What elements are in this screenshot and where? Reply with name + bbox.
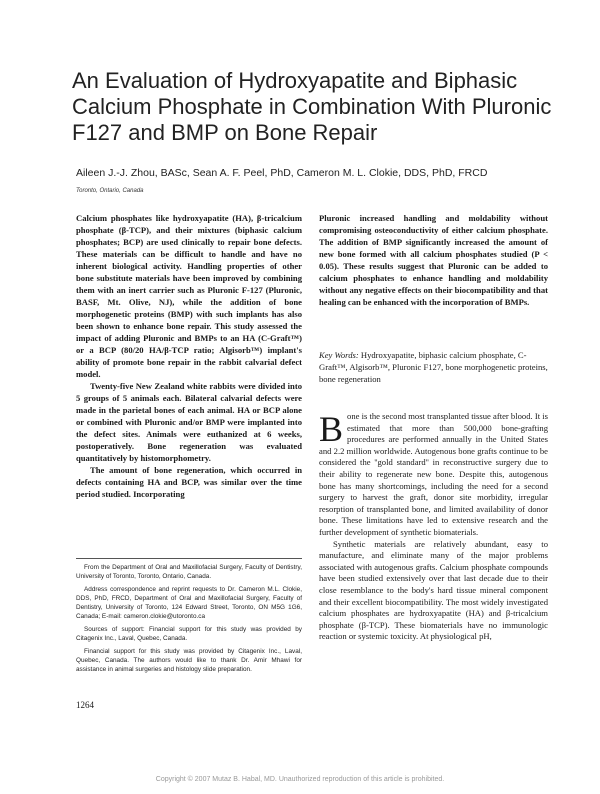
article-title: An Evaluation of Hydroxyapatite and Biphasic Calcium Phosphate in Combination With Pluronic F127 and BMP on Bone Repair bbox=[72, 68, 552, 145]
abstract-paragraph: Pluronic increased handling and moldability without compromising osteoconductivity of either calcium phosphate. The addition of BMP significantly increased the amount of new bone formed with all calcium phosphates studied (P < 0.05). These results suggest that Pluronic can be added to calcium phosphates to enhance handling and moldability without any negative effects on their biocompatibility and that healing can be enhanced with the incorporation of BMPs. bbox=[319, 213, 548, 307]
footnote: Financial support for this study was provided by Citagenix Inc., Laval, Quebec, Canada. The authors would like to thank Dr. Amir Mhawi for assistance in animal surgeries and histology slide preparation. bbox=[76, 648, 302, 673]
footnotes bbox=[76, 563, 302, 678]
footnote: Sources of support: Financial support for this study was provided by Citagenix Inc., Laval, Quebec, Canada. bbox=[76, 626, 302, 642]
abstract-right-column bbox=[319, 212, 548, 308]
body-text bbox=[319, 411, 548, 643]
author-location: Toronto, Ontario, Canada bbox=[76, 188, 144, 194]
author-list: Aileen J.-J. Zhou, BASc, Sean A. F. Peel, PhD, Cameron M. L. Clokie, DDS, PhD, FRCD bbox=[76, 167, 488, 179]
keywords bbox=[319, 349, 548, 385]
body-paragraph: Synthetic materials are relatively abundant, easy to manufacture, and eliminate many of the major problems associated with autogenous grafts. Calcium phosphate compounds have been studied extensively over that last decade due to their close resemblance to the body's hard tissue mineral component and their excellent biocompatibility. The most widely investigated calcium phosphates are hydroxyapatite (HA) and β-tricalcium phosphate (β-TCP). These biomaterials have no immunologic reaction or systemic toxicity. At physiological pH, bbox=[319, 538, 548, 642]
abstract-paragraph: The amount of bone regeneration, which occurred in defects containing HA and BCP, was similar over the time period studied. Incorporating bbox=[76, 465, 302, 499]
footnote-divider bbox=[76, 558, 302, 559]
body-paragraph bbox=[319, 411, 548, 539]
copyright-notice: Copyright © 2007 Mutaz B. Habal, MD. Unauthorized reproduction of this article is prohibited. bbox=[155, 776, 445, 783]
footnote: Address correspondence and reprint requests to Dr. Cameron M.L. Clokie, DDS, PhD, FRCD, Department of Oral and Maxillofacial Surgery, Faculty of Dentistry, University of Toronto, 124 Edward Street, Toronto, ON M5G 1G6, Canada; E-mail: cameron.clokie@utoronto.ca bbox=[76, 586, 302, 620]
drop-cap: B bbox=[319, 409, 344, 449]
keywords-label: Key Words: bbox=[319, 350, 359, 360]
abstract-paragraph: Twenty-five New Zealand white rabbits were divided into 5 groups of 5 animals each. Bilateral calvarial defects were made in the parietal bones of each animal. HA or BCP alone or combined with Pluronic and/or BMP were implanted into the defect sites. Animals were euthanized at 6 weeks, postoperatively. Bone regeneration was evaluated quantitatively by histomorphometry. bbox=[76, 381, 302, 463]
footnote: From the Department of Oral and Maxillofacial Surgery, Faculty of Dentistry, University of Toronto, Toronto, Ontario, Canada. bbox=[76, 564, 302, 580]
abstract-paragraph: Calcium phosphates like hydroxyapatite (HA), β-tricalcium phosphate (β-TCP), and their mixtures (biphasic calcium phosphates; BCP) are used clinically to repair bone defects. These materials can be difficult to handle and have no inherent biological activity. Handling properties of other bone substitute materials have been improved by combining them with an inert carrier such as Pluronic F-127 (Pluronic, BASF, Mt. Olive, NJ), while the addition of bone morphogenetic proteins (BMP) with such implants has also been shown to enhance bone repair. This study assessed the impact of adding Pluronic and BMPs to an HA (C-Graft™) or a BCP (80/20 HA/β-TCP ratio; Algisorb™) implant's ability of promote bone repair in the rabbit calvarial defect model. bbox=[76, 213, 302, 379]
body-paragraph-text: one is the second most transplanted tissue after blood. It is estimated that more than 500,000 bone-grafting procedures are performed annually in the United States and 2.2 million worldwide. Autogenous bone grafts continue to be considered the ''gold standard'' in reconstructive surgery due to their ability to regenerate new bone. Despite this, autogenous bone has many shortcomings, including the need for a second surgery to harvest the graft, donor site morbidity, irregular resorption of transplanted bone, and limited availability of donor bone. These limitations have led to extensive research and the further development of synthetic biomaterials. bbox=[319, 411, 548, 537]
page-number: 1264 bbox=[76, 700, 94, 710]
keywords-text: Hydroxyapatite, biphasic calcium phosphate, C-Graft™, Algisorb™, Pluronic F127, bone morphogenetic proteins, bone regeneration bbox=[319, 350, 548, 384]
abstract-left-column bbox=[76, 212, 302, 500]
